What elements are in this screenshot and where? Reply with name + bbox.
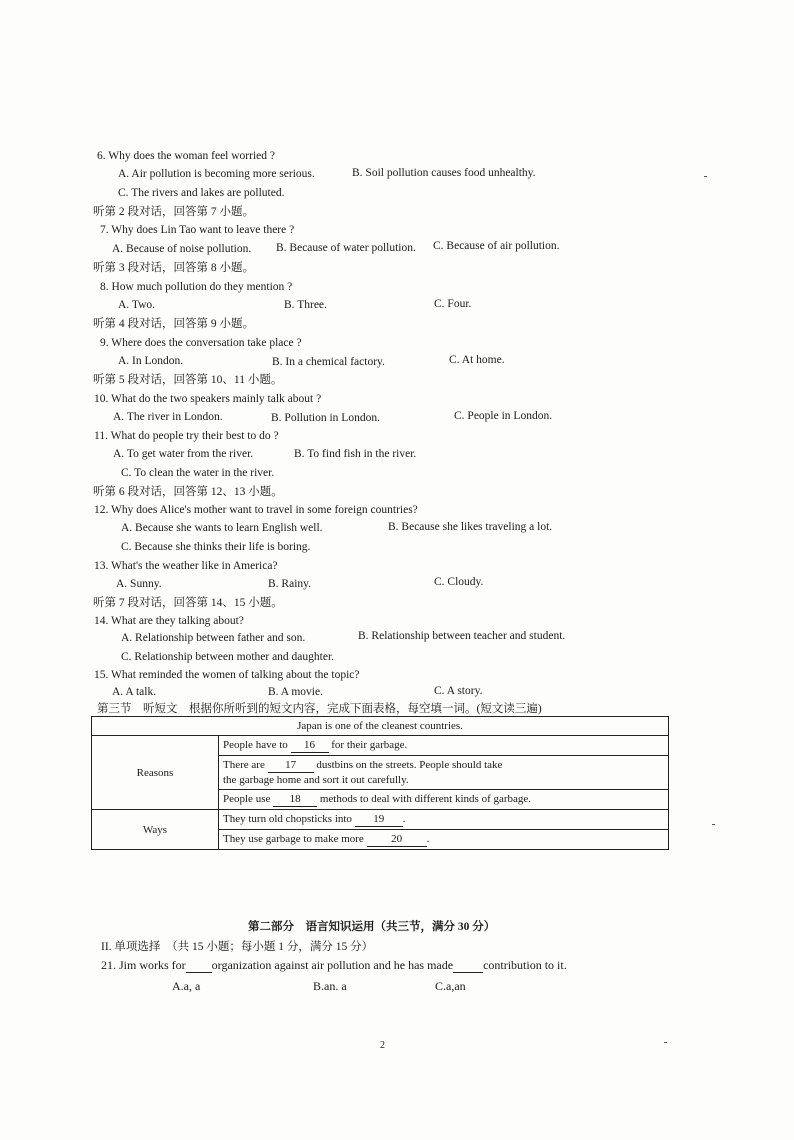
question-21-text-a: 21. Jim works for bbox=[101, 958, 186, 972]
question-6-option-b: B. Soil pollution causes food unhealthy. bbox=[352, 167, 536, 179]
question-11-option-c: C. To clean the water in the river. bbox=[121, 467, 275, 479]
question-21-text-c: contribution to it. bbox=[483, 958, 567, 972]
way-1-text: They turn old chopsticks into bbox=[223, 813, 352, 825]
reasons-label: Reasons bbox=[92, 736, 219, 810]
question-21-text-b: organization against air pollution and he has made bbox=[211, 958, 454, 972]
table-row-way-2 bbox=[219, 830, 669, 850]
instruction-dialog-3: 听第 3 段对话，回答第 8 小题。 bbox=[93, 262, 254, 274]
listening-table bbox=[91, 716, 669, 850]
question-21-blank-2 bbox=[453, 958, 483, 973]
question-7-option-a: A. Because of noise pollution. bbox=[112, 243, 252, 255]
question-8-option-a: A. Two. bbox=[118, 299, 155, 311]
question-12-option-b: B. Because she likes traveling a lot. bbox=[388, 521, 553, 533]
table-title: Japan is one of the cleanest countries. bbox=[92, 717, 669, 736]
question-21-blank-1 bbox=[186, 958, 212, 973]
table-row-reason-3 bbox=[219, 790, 669, 810]
question-11-option-a: A. To get water from the river. bbox=[113, 448, 254, 460]
instruction-dialog-5: 听第 5 段对话，回答第 10、11 小题。 bbox=[93, 374, 283, 386]
question-9-option-a: A. In London. bbox=[118, 355, 184, 367]
blank-19: 19 bbox=[355, 812, 403, 827]
reason-1-text: People have to bbox=[223, 739, 288, 751]
question-13-option-a: A. Sunny. bbox=[116, 578, 162, 590]
way-2-text: They use garbage to make more bbox=[223, 833, 364, 845]
question-15-option-b: B. A movie. bbox=[268, 686, 323, 698]
reason-2-line-2: the garbage home and sort it out carefully. bbox=[223, 774, 409, 786]
question-13-stem: 13. What's the weather like in America? bbox=[94, 560, 278, 572]
instruction-dialog-7: 听第 7 段对话，回答第 14、15 小题。 bbox=[93, 597, 283, 609]
question-7-option-b: B. Because of water pollution. bbox=[276, 242, 416, 254]
question-7-stem: 7. Why does Lin Tao want to leave there ? bbox=[100, 224, 295, 236]
blank-18: 18 bbox=[273, 792, 317, 807]
ways-label: Ways bbox=[92, 810, 219, 850]
question-15-option-c: C. A story. bbox=[434, 685, 483, 697]
question-8-option-b: B. Three. bbox=[284, 299, 327, 311]
instruction-dialog-4: 听第 4 段对话，回答第 9 小题。 bbox=[93, 318, 254, 330]
question-14-option-c: C. Relationship between mother and daughter. bbox=[121, 651, 335, 663]
question-6-stem: 6. Why does the woman feel worried ? bbox=[97, 150, 275, 162]
question-8-stem: 8. How much pollution do they mention ? bbox=[100, 281, 293, 293]
blank-17: 17 bbox=[268, 758, 314, 773]
question-6-option-c: C. The rivers and lakes are polluted. bbox=[118, 187, 285, 199]
reason-2-tail: dustbins on the streets. People should take bbox=[316, 759, 503, 771]
part-2-title: 第二部分 语言知识运用（共三节，满分 30 分） bbox=[248, 921, 496, 933]
question-11-option-b: B. To find fish in the river. bbox=[294, 448, 417, 460]
section-3-title: 第三节 听短文 根据你所听到的短文内容，完成下面表格，每空填一词。(短文读三遍) bbox=[97, 703, 542, 715]
question-21-option-b: B.an. a bbox=[313, 979, 347, 993]
way-1-tail: . bbox=[402, 813, 406, 825]
question-13-option-c: C. Cloudy. bbox=[434, 576, 484, 588]
instruction-dialog-6: 听第 6 段对话，回答第 12、13 小题。 bbox=[93, 486, 283, 498]
reason-1-tail: for their garbage. bbox=[331, 739, 408, 751]
question-10-option-c: C. People in London. bbox=[454, 410, 553, 422]
instruction-dialog-2: 听第 2 段对话，回答第 7 小题。 bbox=[93, 206, 254, 218]
question-15-option-a: A. A talk. bbox=[112, 686, 157, 698]
table-row-reason-1 bbox=[219, 736, 669, 756]
question-6-option-a: A. Air pollution is becoming more serious. bbox=[118, 168, 315, 180]
question-9-option-b: B. In a chemical factory. bbox=[272, 356, 385, 368]
question-10-stem: 10. What do the two speakers mainly talk about ? bbox=[94, 393, 322, 405]
question-21-option-c: C.a,an bbox=[435, 979, 466, 993]
question-15-stem: 15. What reminded the women of talking about the topic? bbox=[94, 669, 360, 681]
reason-3-tail: methods to deal with different kinds of garbage. bbox=[319, 793, 532, 805]
question-9-option-c: C. At home. bbox=[449, 354, 505, 366]
reason-3-text: People use bbox=[223, 793, 271, 805]
question-12-option-c: C. Because she thinks their life is boring. bbox=[121, 541, 311, 553]
table-row-way-1 bbox=[219, 810, 669, 830]
question-11-stem: 11. What do people try their best to do ? bbox=[94, 430, 279, 442]
question-14-option-a: A. Relationship between father and son. bbox=[121, 632, 306, 644]
question-12-stem: 12. Why does Alice's mother want to travel in some foreign countries? bbox=[94, 504, 418, 516]
scan-speck bbox=[664, 1042, 667, 1043]
question-12-option-a: A. Because she wants to learn English well. bbox=[121, 522, 323, 534]
question-8-option-c: C. Four. bbox=[434, 298, 472, 310]
scan-speck bbox=[712, 824, 715, 825]
way-2-tail: . bbox=[426, 833, 430, 845]
question-14-option-b: B. Relationship between teacher and student. bbox=[358, 630, 566, 642]
question-9-stem: 9. Where does the conversation take place ? bbox=[100, 337, 302, 349]
question-14-stem: 14. What are they talking about? bbox=[94, 615, 244, 627]
question-13-option-b: B. Rainy. bbox=[268, 578, 312, 590]
question-21-stem bbox=[101, 958, 567, 973]
question-7-option-c: C. Because of air pollution. bbox=[433, 240, 560, 252]
reason-2-text: There are bbox=[223, 759, 265, 771]
blank-20: 20 bbox=[367, 832, 427, 847]
question-10-option-a: A. The river in London. bbox=[113, 411, 223, 423]
part-2-subtitle: II. 单项选择 （共 15 小题；每小题 1 分，满分 15 分） bbox=[101, 941, 374, 953]
page-number: 2 bbox=[380, 1040, 385, 1051]
scan-speck bbox=[704, 176, 707, 177]
question-21-option-a: A.a, a bbox=[172, 979, 201, 993]
table-row-reason-2 bbox=[219, 756, 669, 790]
question-10-option-b: B. Pollution in London. bbox=[271, 412, 380, 424]
blank-16: 16 bbox=[291, 738, 329, 753]
